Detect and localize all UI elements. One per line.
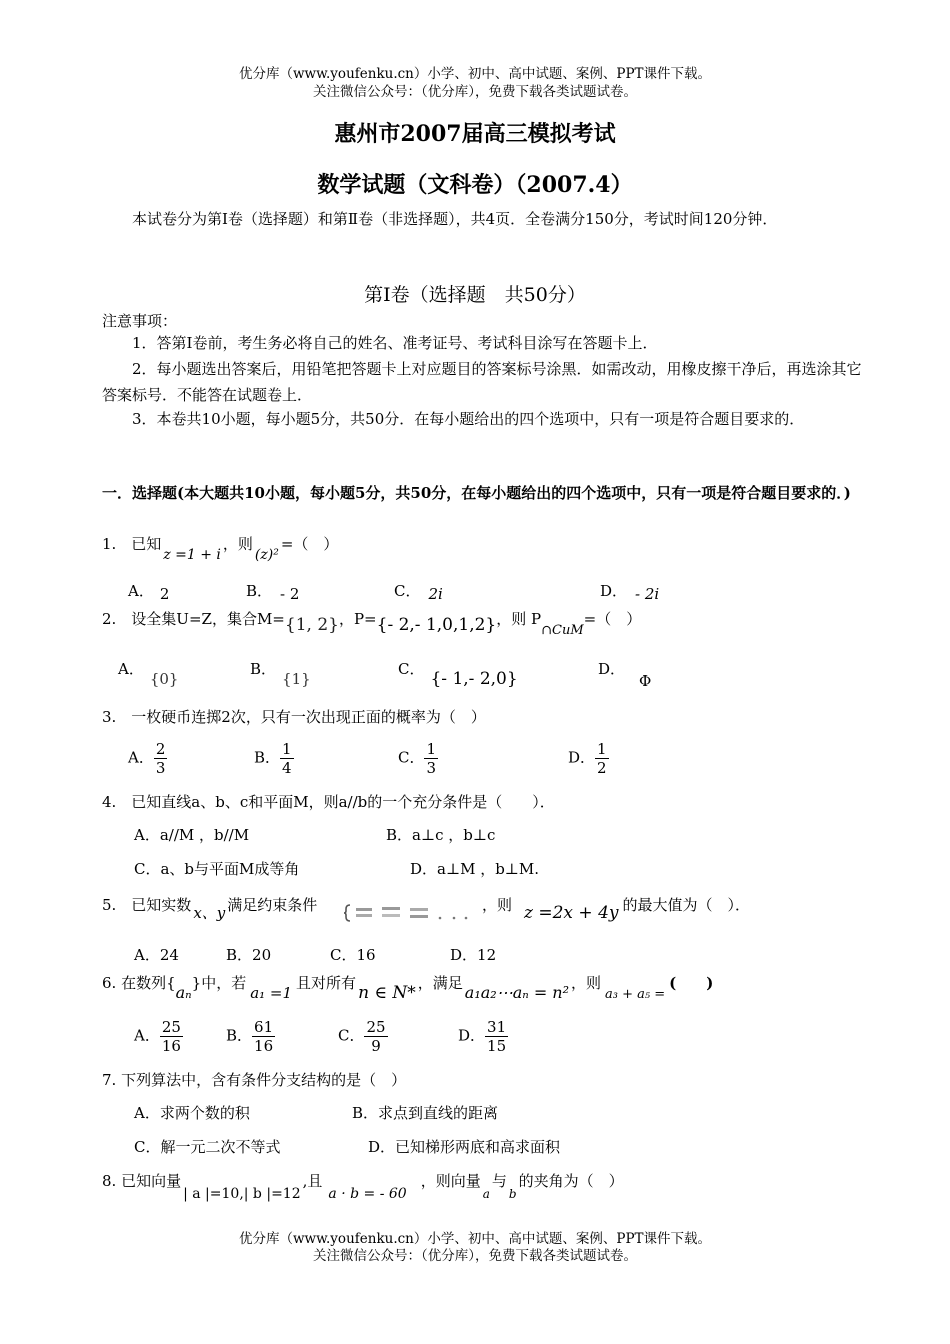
q1-option-a: A． 2 bbox=[128, 582, 170, 603]
q4-option-b: B．a⊥c ，b⊥c bbox=[386, 826, 496, 844]
question-8: 8. 已知向量| a |=10,| b |=12,且a · b = - 60，则向量$_a$与$_b$的夹角为（ ） bbox=[102, 1172, 624, 1202]
header-line-1: 优分库（www.youfenku.cn）小学、初中、高中试题、案例、PPT课件下载。 bbox=[238, 66, 712, 82]
question-1: 1. 已知z =1 + i，则(z)²=（ ） bbox=[102, 535, 339, 563]
q3-option-b: B． $\frac{1}{4}$ bbox=[254, 740, 292, 777]
q4-option-c: C．a、b与平面M成等角 bbox=[134, 860, 300, 878]
question-3: 3. 一枚硬币连掷2次，只有一次出现正面的概率为（ ） bbox=[102, 708, 486, 726]
q1-option-b: B． - 2 bbox=[246, 582, 300, 603]
q7-option-a: A．求两个数的积 bbox=[134, 1104, 250, 1122]
q3-option-d: D． $\frac{1}{2}$ bbox=[568, 740, 607, 777]
q6-option-b: B． $\frac{61}{16}$ bbox=[226, 1018, 274, 1055]
q6-option-c: C． $\frac{25}{9}$ bbox=[338, 1018, 386, 1055]
notice-item-1: 1．答第Ⅰ卷前，考生务必将自己的姓名、准考证号、考试科目涂写在答题卡上． bbox=[132, 334, 658, 352]
q2-option-b: B．{1} bbox=[250, 660, 311, 688]
q2-option-d: D．Φ bbox=[598, 660, 652, 690]
q1-option-c: C． 2i bbox=[394, 582, 443, 603]
q2-option-c: C． {- 1,- 2,0} bbox=[398, 660, 518, 689]
q5-option-c: C．16 bbox=[330, 946, 376, 964]
question-4: 4. 已知直线a、b、c和平面M，则a//b的一个充分条件是（ ）． bbox=[102, 793, 555, 811]
q4-option-d: D．a⊥M ，b⊥M. bbox=[410, 860, 540, 878]
q7-option-c: C．解一元二次不等式 bbox=[134, 1138, 281, 1156]
q7-option-d: D．已知梯形两底和高求面积 bbox=[368, 1138, 561, 1156]
question-6: 6. 在数列{aₙ}中，若a₁ =1且对所有 n ∈ N* ，满足 a₁a₂⋯aₙ = n² ，则a₃ + a₅ =( ) bbox=[102, 974, 714, 1003]
q3-option-c: C． $\frac{1}{3}$ bbox=[398, 740, 437, 777]
notice-item-3: 3．本卷共10小题，每小题5分，共50分．在每小题给出的四个选项中，只有一项是符合题目要求的． bbox=[132, 410, 805, 428]
q1-option-d: D． - 2i bbox=[600, 582, 660, 603]
q7-option-b: B．求点到直线的距离 bbox=[352, 1104, 499, 1122]
part1-heading: 一．选择题(本大题共10小题，每小题5分，共50分，在每小题给出的四个选项中，只有一项是符合题目要求的．) bbox=[102, 484, 851, 502]
q5-option-a: A．24 bbox=[134, 946, 179, 964]
question-2: 2. 设全集U=Z，集合M={1, 2}，P={- 2,- 1,0,1,2}，则 P∩CuM=（ ） bbox=[102, 610, 642, 638]
q6-option-a: A． $\frac{25}{16}$ bbox=[134, 1018, 181, 1055]
question-7: 7. 下列算法中，含有条件分支结构的是（ ） bbox=[102, 1071, 407, 1089]
q5-option-d: D．12 bbox=[450, 946, 497, 964]
question-5-tail: ，则 z =2x + 4y 的最大值为（ ）． bbox=[482, 896, 751, 923]
constraint-system-image bbox=[344, 903, 478, 923]
q4-option-a: A．a//M ，b//M bbox=[134, 826, 250, 844]
footer-line-1: 优分库（www.youfenku.cn）小学、初中、高中试题、案例、PPT课件下载。 bbox=[238, 1231, 712, 1247]
question-5: 5. 已知实数 x、y 满足约束条件 bbox=[102, 896, 318, 922]
section-heading: 第Ⅰ卷（选择题 共50分） bbox=[364, 284, 586, 306]
header-line-2: 关注微信公众号：（优分库），免费下载各类试题试卷。 bbox=[313, 84, 637, 100]
notice-item-2: 2．每小题选出答案后，用铅笔把答题卡上对应题目的答案标号涂黑．如需改动，用橡皮擦干净后，再选涂其它答案标号．不能答在试题卷上． bbox=[102, 360, 862, 404]
q2-option-a: A．{0} bbox=[118, 660, 179, 688]
q3-option-a: A． $\frac{2}{3}$ bbox=[128, 740, 166, 777]
notice-heading: 注意事项： bbox=[102, 312, 178, 330]
footer-line-2: 关注微信公众号：（优分库），免费下载各类试题试卷。 bbox=[313, 1248, 637, 1264]
q6-option-d: D． $\frac{31}{15}$ bbox=[458, 1018, 507, 1055]
q5-option-b: B．20 bbox=[226, 946, 272, 964]
page-title: 惠州市2007届高三模拟考试 bbox=[334, 121, 616, 147]
constraint-icon bbox=[344, 903, 478, 923]
page-subtitle: 数学试题（文科卷）（2007.4） bbox=[317, 172, 633, 198]
intro-paragraph: 本试卷分为第Ⅰ卷（选择题）和第Ⅱ卷（非选择题），共4页．全卷满分150分，考试时间120分钟． bbox=[132, 210, 778, 228]
